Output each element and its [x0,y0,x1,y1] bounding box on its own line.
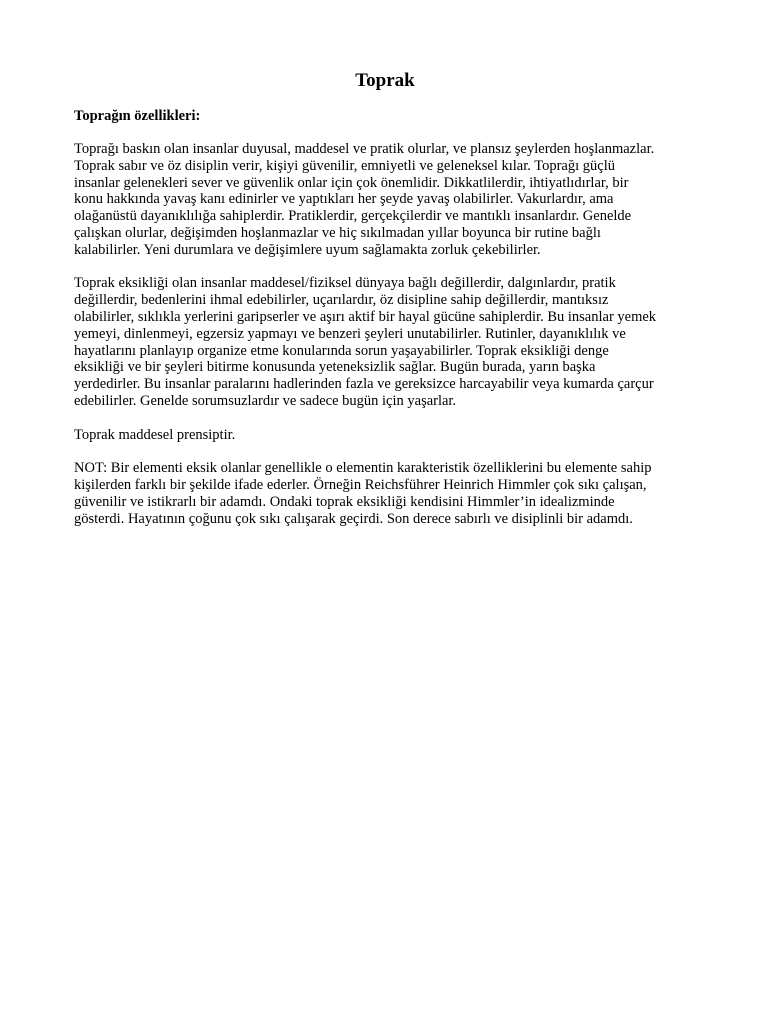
paragraph-dominant-earth [74,141,696,259]
text-line: hayatlarını planlayıp organize etme konularında sorun yaşayabilirler. Toprak eksikliği denge [74,342,609,359]
text-line: konu hakkında yavaş kanı edinirler ve yaptıkları her şeyde yavaş olabilirler. Vakurlardır, ama [74,191,614,208]
text-line: NOT: Bir elementi eksik olanlar genellikle o elementin karakteristik özelliklerini bu elemente sahip [74,460,652,477]
text-line: çalışkan olurlar, değişimden hoşlanmazlar ve hiç sıkılmadan yıllar boyunca bir rutine bağlı [74,224,601,241]
text-line: olağanüstü dayanıklılığa sahiplerdir. Pratiklerdir, gerçekçilerdir ve mantıklı insanlardır. Genelde [74,208,632,225]
section-heading: Toprağın özellikleri: [74,108,201,124]
text-line: Toprak maddesel prensiptir. [74,426,236,443]
text-line: edebilirler. Genelde sorumsuzlardır ve sadece bugün için yaşarlar. [74,392,457,409]
paragraph-note [74,460,696,527]
paragraph-earth-deficiency [74,275,696,409]
text-line: değillerdir, bedenlerini ihmal edebilirler, uçarılardır, öz disipline sahip değillerdir, mantıksız [74,292,609,309]
text-line: Toprak sabır ve öz disiplin verir, kişiyi güvenilir, emniyetli ve geleneksel kılar. Toprağı güçlü [74,157,615,174]
text-line: kişilerden farklı bir şekilde ifade ederler. Örneğin Reichsführer Heinrich Himmler çok sıkı çalışan, [74,476,647,493]
text-line: kalabilirler. Yeni durumlara ve değişimlere uyum sağlamakta zorluk çekebilirler. [74,241,541,258]
text-line: gösterdi. Hayatının çoğunu çok sıkı çalışarak geçirdi. Son derece sabırlı ve disiplinli bir adamdı. [74,510,633,527]
text-line: olabilirler, sıklıkla yerlerini garipserler ve aşırı aktif bir hayal gücüne sahiplerdir. Bu insanlar yemek [74,308,657,325]
text-line: güvenilir ve istikrarlı bir adamdı. Ondaki toprak eksikliği kendisini Himmler’in idealizminde [74,493,615,510]
document-title: Toprak [355,70,415,91]
text-line: eksikliği ve bir şeyleri bitirme konusunda yeteneksizlik sağlar. Bugün burada, yarın başka [74,359,596,376]
text-line: yerdedirler. Bu insanlar paralarını hadlerinden fazla ve gereksizce harcayabilir veya kumarda çarçur [74,376,654,393]
text-line: Toprak eksikliği olan insanlar maddesel/fiziksel dünyaya bağlı değillerdir, dalgınlardır, pratik [74,275,616,292]
document-page [74,68,696,544]
text-line: Toprağı baskın olan insanlar duyusal, maddesel ve pratik olurlar, ve plansız şeylerden hoşlanmazlar. [74,141,655,157]
text-line: insanlar gelenekleri sever ve güvenlik onlar için çok önemlidir. Dikkatlilerdir, ihtiyatlıdırlar, bir [74,174,629,191]
paragraph-material-principle [74,427,696,444]
text-line: yemeyi, dinlenmeyi, egzersiz yapmayı ve benzeri şeyleri unutabilirler. Rutinler, dayanıklılık ve [74,325,626,342]
